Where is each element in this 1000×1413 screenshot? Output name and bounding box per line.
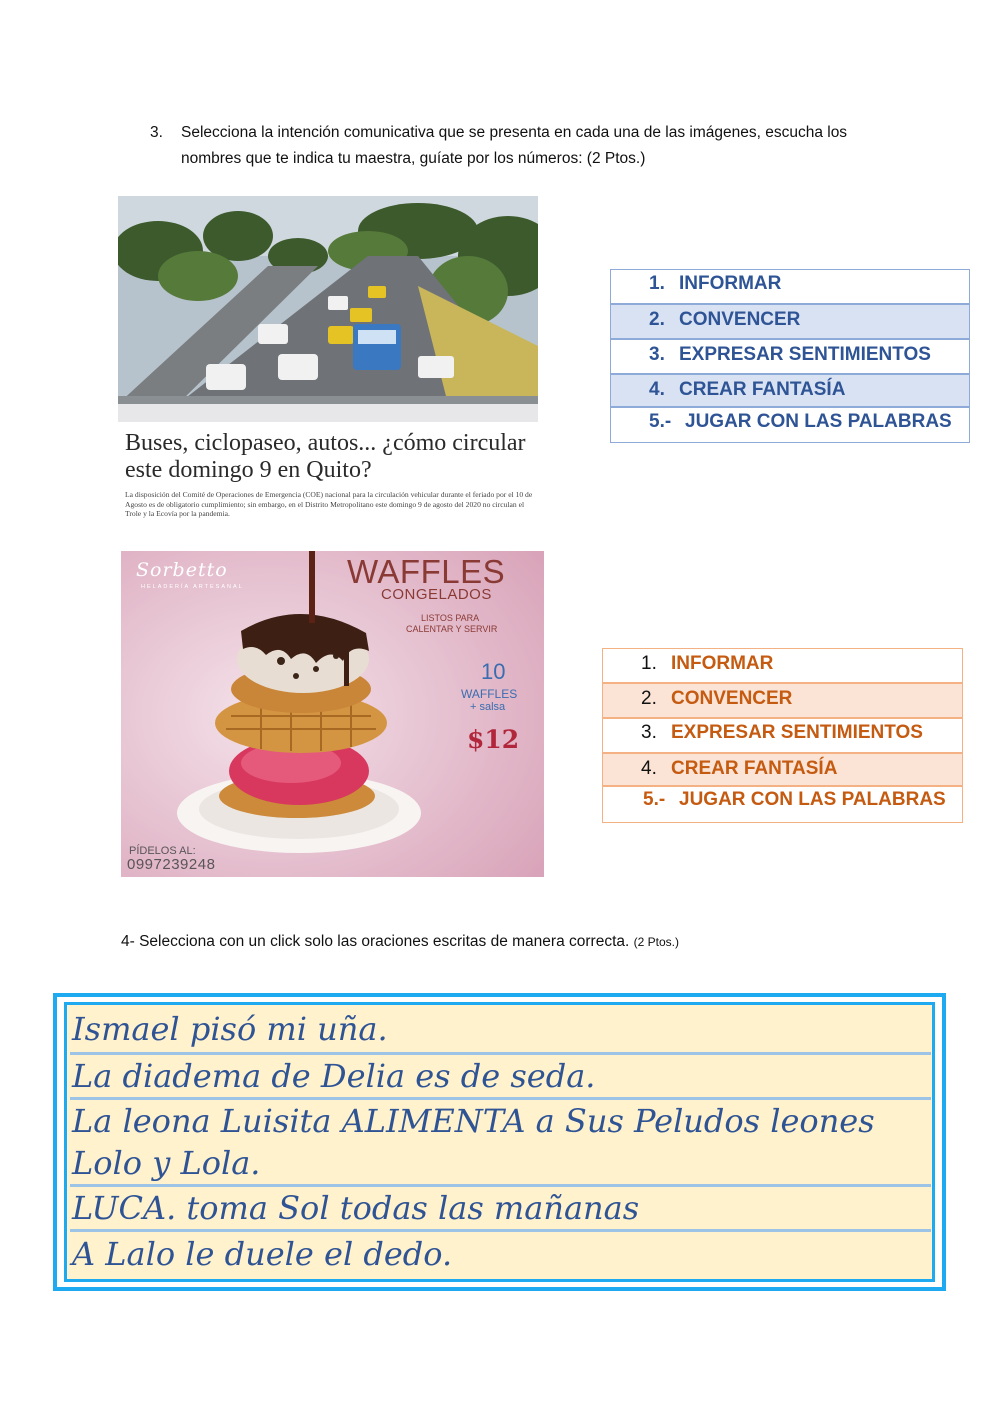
- option-number: 5.-: [643, 789, 666, 810]
- option-expresar-sentimientos[interactable]: [602, 718, 963, 753]
- option-number: 4.: [649, 379, 665, 400]
- traffic-photo: [118, 196, 538, 404]
- sentences-box: [53, 993, 946, 1291]
- option-crear-fantasia[interactable]: [602, 753, 963, 786]
- sentence-4[interactable]: LUCA. toma Sol todas las mañanas: [72, 1189, 640, 1227]
- options-table-2: [602, 648, 963, 823]
- option-label: INFORMAR: [679, 273, 782, 294]
- divider: [70, 1184, 931, 1187]
- option-label: JUGAR CON LAS PALABRAS: [685, 411, 952, 432]
- separator: [118, 404, 538, 422]
- ad-subtitle: CONGELADOS: [381, 586, 492, 603]
- option-label: CONVENCER: [671, 688, 793, 709]
- option-label: EXPRESAR SENTIMIENTOS: [671, 722, 923, 743]
- sentence-3-continued[interactable]: Lolo y Lola.: [72, 1144, 261, 1182]
- divider: [70, 1229, 931, 1232]
- sentences-list: [64, 1002, 935, 1282]
- question-number: 3.: [150, 124, 163, 141]
- ad-phone: 0997239248: [127, 856, 216, 873]
- divider: [70, 1097, 931, 1100]
- option-label: EXPRESAR SENTIMIENTOS: [679, 344, 931, 365]
- sentence-1[interactable]: Ismael pisó mi uña.: [72, 1010, 388, 1048]
- ad-extra: + salsa: [470, 701, 506, 713]
- sentence-5[interactable]: A Lalo le duele el dedo.: [72, 1235, 453, 1273]
- option-informar[interactable]: [602, 648, 963, 683]
- waffle-ad-image: [121, 551, 544, 877]
- question-4: [121, 933, 679, 951]
- option-number: 2.: [649, 309, 665, 330]
- option-number: 1.: [649, 273, 665, 294]
- sentence-2[interactable]: La diadema de Delia es de seda.: [72, 1057, 596, 1095]
- option-number: 3.: [641, 722, 657, 743]
- option-informar[interactable]: [610, 269, 970, 304]
- option-convencer[interactable]: [610, 304, 970, 339]
- question-points: (2 Ptos.): [633, 935, 679, 949]
- option-label: CONVENCER: [679, 309, 801, 330]
- option-label: CREAR FANTASÍA: [671, 758, 838, 779]
- option-number: 5.-: [649, 411, 672, 432]
- question-text: Selecciona la intención comunicativa que se presenta en cada una de las imágenes, escucha los nombres que te indica tu maestra, guíate por los números: (2 Ptos.): [181, 124, 848, 167]
- ad-title: WAFFLES: [347, 553, 506, 590]
- option-jugar-con-las-palabras[interactable]: [610, 407, 970, 443]
- divider: [70, 1052, 931, 1055]
- option-number: 2.: [641, 688, 657, 709]
- sentence-3[interactable]: La leona Luisita ALIMENTA a Sus Peludos leones: [72, 1102, 875, 1140]
- option-convencer[interactable]: [602, 683, 963, 718]
- option-crear-fantasia[interactable]: [610, 374, 970, 407]
- ad-order-label: PÍDELOS AL:: [129, 845, 196, 857]
- news-headline: Buses, ciclopaseo, autos... ¿cómo circular este domingo 9 en Quito?: [125, 430, 526, 483]
- option-label: CREAR FANTASÍA: [679, 379, 846, 400]
- option-number: 3.: [649, 344, 665, 365]
- ad-quantity-label: WAFFLES: [461, 687, 518, 701]
- option-expresar-sentimientos[interactable]: [610, 339, 970, 374]
- option-label: JUGAR CON LAS PALABRAS: [679, 789, 946, 810]
- ad-price: $12: [467, 725, 520, 754]
- ad-tagline-2: CALENTAR Y SERVIR: [406, 624, 498, 634]
- brand-subtitle: HELADERÍA ARTESANAL: [141, 584, 244, 590]
- ad-quantity: 10: [481, 659, 506, 684]
- option-jugar-con-las-palabras[interactable]: [602, 786, 963, 823]
- brand-logo: Sorbetto: [136, 559, 228, 581]
- news-body: La disposición del Comité de Operaciones de Emergencia (COE) nacional para la circulación vehicular durante el feriado por el 10 de Agosto es de obligatorio cumplimiento; sin embargo, en el Distrito Metropolitano este domingo 9 de agosto del 2020 no circulan el Trole y la Ecovía por la pandemia.: [125, 490, 533, 519]
- option-number: 1.: [641, 653, 657, 674]
- option-label: INFORMAR: [671, 653, 774, 674]
- option-number: 4.: [641, 758, 657, 779]
- question-text: 4- Selecciona con un click solo las oraciones escritas de manera correcta.: [121, 933, 630, 950]
- ad-tagline-1: LISTOS PARA: [421, 613, 480, 623]
- options-table-1: [610, 269, 970, 443]
- news-image: [118, 196, 538, 523]
